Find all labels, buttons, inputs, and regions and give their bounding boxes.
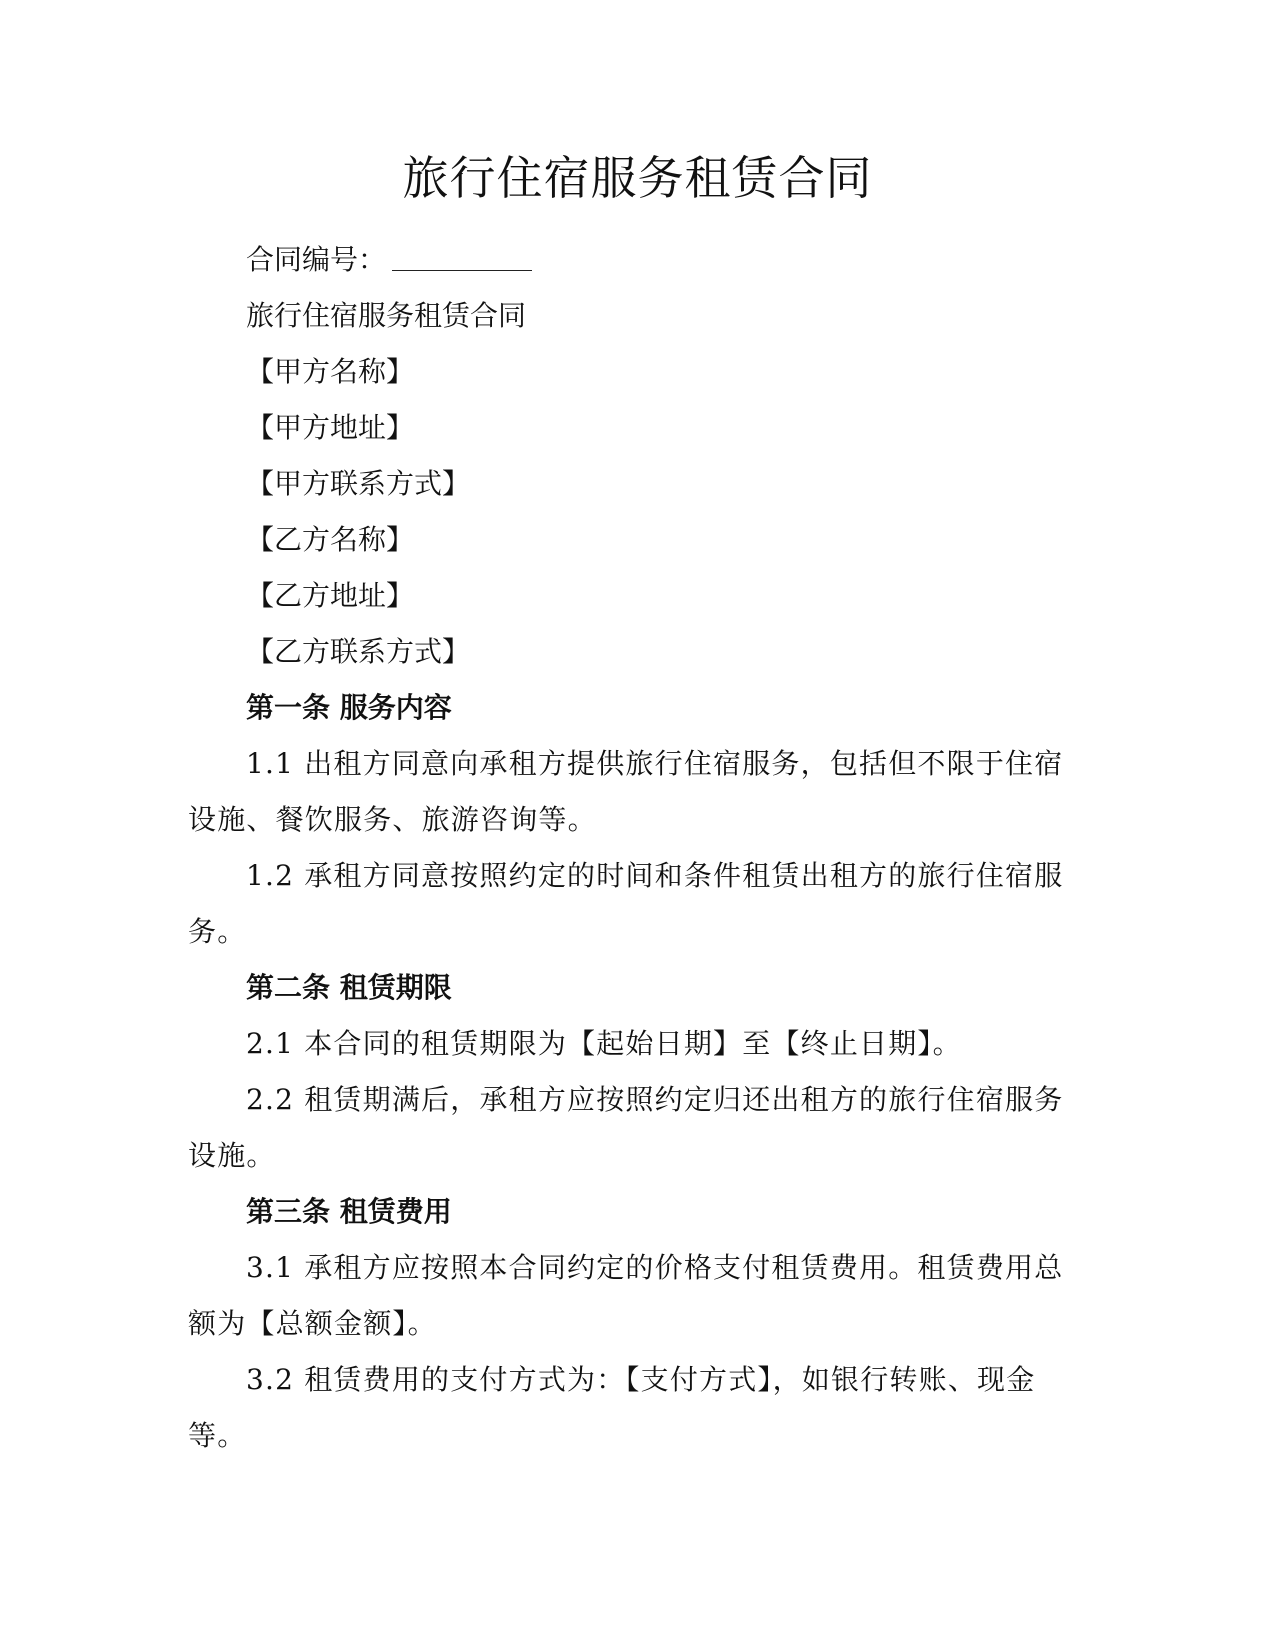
clause-3-2: 3.2 租赁费用的支付方式为：【支付方式】，如银行转账、现金等。 [188,1363,1036,1452]
clause-2-2: 2.2 租赁期满后，承租方应按照约定归还出租方的旅行住宿服务设施。 [188,1083,1064,1172]
contract-number-line [188,232,1068,288]
document-subtitle: 旅行住宿服务租赁合同 [246,299,527,332]
field-party-a-name: 【甲方名称】 [246,355,415,388]
clause-1-1: 1.1 出租方同意向承租方提供旅行住宿服务，包括但不限于住宿设施、餐饮服务、旅游咨询等。 [188,747,1064,836]
section-heading-3: 第三条 租赁费用 [246,1195,452,1228]
document-body [188,232,1068,1464]
contract-number-blank [392,242,532,271]
clause-1-2: 1.2 承租方同意按照约定的时间和条件租赁出租方的旅行住宿服务。 [188,859,1064,948]
field-party-b-address: 【乙方地址】 [246,579,415,612]
field-party-b-contact: 【乙方联系方式】 [246,635,471,668]
field-party-a-address: 【甲方地址】 [246,411,415,444]
section-heading-1: 第一条 服务内容 [246,691,452,724]
document-title: 旅行住宿服务租赁合同 [402,151,873,205]
clause-2-1: 2.1 本合同的租赁期限为【起始日期】至【终止日期】。 [246,1027,962,1060]
clause-3-1: 3.1 承租方应按照本合同约定的价格支付租赁费用。租赁费用总额为【总额金额】。 [188,1251,1064,1340]
contract-number-label: 合同编号： [246,243,387,276]
field-party-b-name: 【乙方名称】 [246,523,415,556]
field-party-a-contact: 【甲方联系方式】 [246,467,471,500]
section-heading-2: 第二条 租赁期限 [246,971,452,1004]
